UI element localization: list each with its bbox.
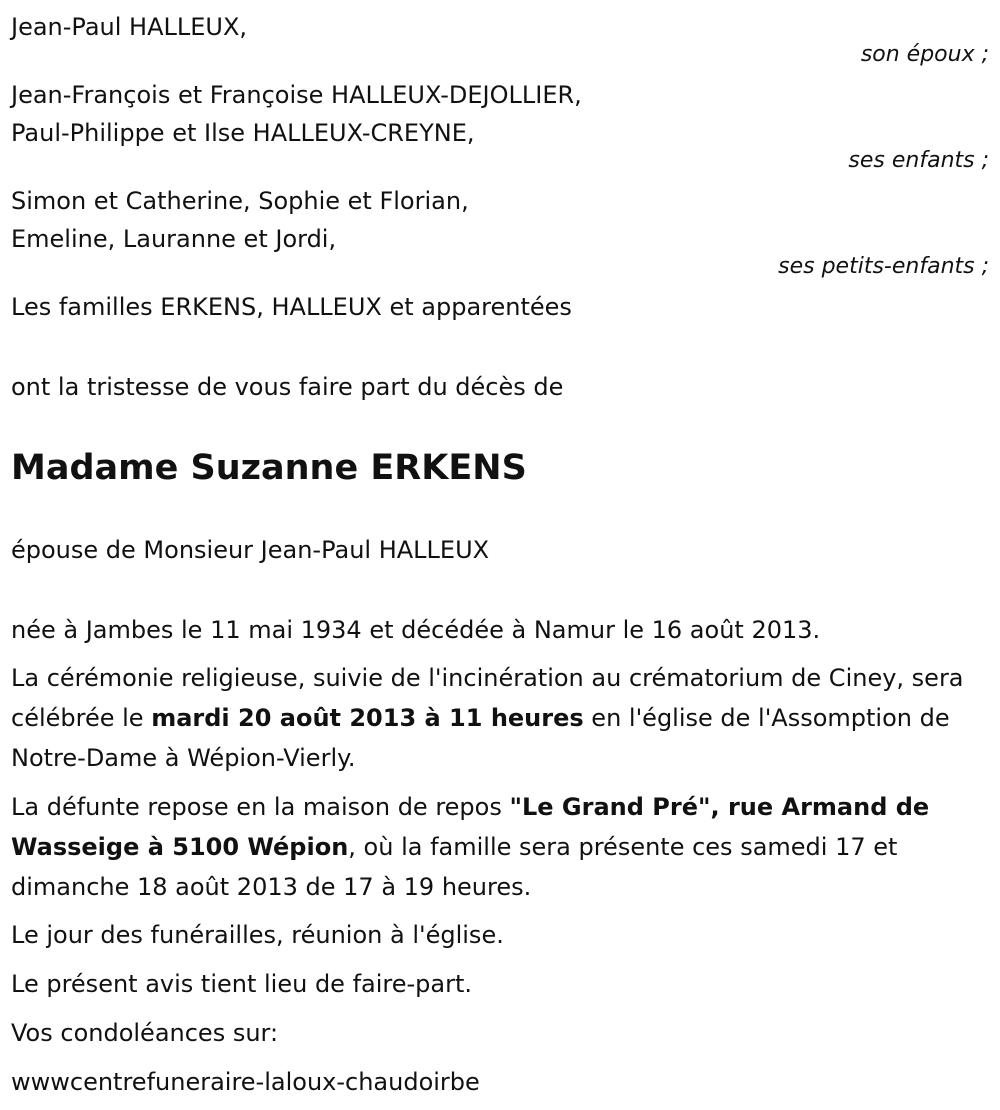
condolences-line: Vos condoléances sur: (11, 1019, 279, 1047)
rest-paragraph (11, 787, 989, 907)
spouse-of-line: épouse de Monsieur Jean-Paul HALLEUX (11, 536, 490, 564)
ceremony-text-2: en l'église de l'Assomption de Notre-Dame à Wépion-Vierly. (11, 704, 950, 772)
children-role: ses enfants ; (848, 148, 989, 173)
child-line: Paul-Philippe et Ilse HALLEUX-CREYNE, (11, 119, 475, 147)
spouse-name: Jean-Paul HALLEUX, (11, 13, 248, 41)
notice-line: Le présent avis tient lieu de faire-part. (11, 970, 473, 998)
meeting-line: Le jour des funérailles, réunion à l'église. (11, 921, 504, 949)
rest-place: "Le Grand Pré", rue Armand de Wasseige à 5100 Wépion (11, 793, 930, 861)
grandchildren-block (11, 182, 989, 258)
website-line: wwwcentrefuneraire-laloux-chaudoirbe (11, 1068, 480, 1096)
deceased-name: Madame Suzanne ERKENS (11, 448, 527, 488)
spouse-role: son époux ; (860, 42, 989, 67)
families-line: Les familles ERKENS, HALLEUX et apparentées (11, 293, 572, 321)
grandchild-line: Simon et Catherine, Sophie et Florian, (11, 187, 469, 215)
ceremony-date: mardi 20 août 2013 à 11 heures (151, 704, 584, 732)
grandchild-line: Emeline, Lauranne et Jordi, (11, 225, 337, 253)
grandchildren-role: ses petits-enfants ; (778, 254, 989, 279)
children-block (11, 76, 989, 152)
child-line: Jean-François et Françoise HALLEUX-DEJOLLIER, (11, 81, 582, 109)
rest-text-2: , où la famille sera présente ces samedi 17 et dimanche 18 août 2013 de 17 à 19 heures. (11, 833, 898, 901)
rest-text-1: La défunte repose en la maison de repos (11, 793, 510, 821)
announcement-intro: ont la tristesse de vous faire part du décès de (11, 373, 564, 401)
ceremony-paragraph (11, 658, 989, 778)
birth-death-line: née à Jambes le 11 mai 1934 et décédée à Namur le 16 août 2013. (11, 616, 821, 644)
ceremony-text-1: La cérémonie religieuse, suivie de l'incinération au crématorium de Ciney, sera célébrée le (11, 664, 964, 732)
